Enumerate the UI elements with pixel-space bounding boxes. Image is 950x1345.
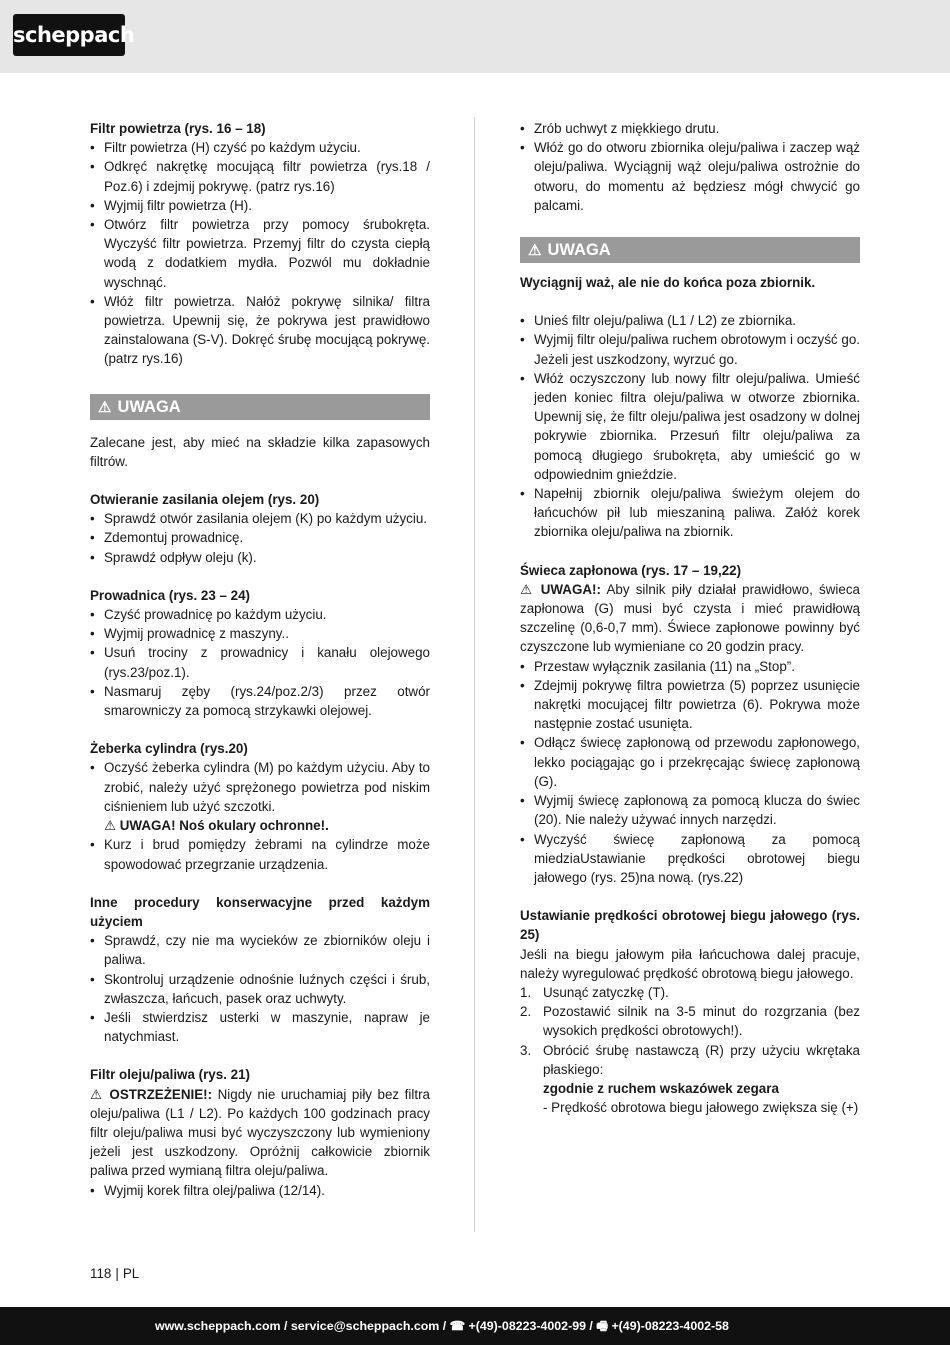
warning-label: UWAGA xyxy=(117,397,181,416)
list-item: • Otwórz filtr powietrza przy pomocy śrubokręta. Wyczyść filtr powietrza. Przemyj filtr do czysta ciepłą wodą z dodatkiem mydła. Pozwól mu dokładnie wyschnąć. xyxy=(90,215,430,292)
section-title-spark-plug: Świeca zapłonowa (rys. 17 – 19,22) xyxy=(520,562,742,578)
column-divider xyxy=(474,117,475,1232)
list-item: • Włóż oczyszczony lub nowy filtr oleju/paliwa. Umieść jeden koniec filtra oleju/paliwa w otworze zbiornika. Upewnij się, że filtr oleju/paliwa jest osadzony w dolnej pokrywie zbiornika. Przesuń filtr oleju/paliwa za pomocą długiego śrubokręta, aby umieścić go w odpowiednim gnieździe. xyxy=(520,369,860,484)
warning-triangle-icon: ⚠ xyxy=(98,398,112,416)
oil-feed-list xyxy=(90,509,430,567)
warning-label: UWAGA xyxy=(547,241,611,260)
warning-triangle-icon: ⚠ xyxy=(104,818,117,834)
list-item: • Jeśli stwierdzisz usterki w maszynie, napraw je natychmiast. xyxy=(90,1008,430,1046)
list-item: • Wyjmij filtr oleju/paliwa ruchem obrotowym i oczyść go. Jeżeli jest uszkodzony, wyrzuć go. xyxy=(520,330,860,368)
step-text: Pozostawić silnik na 3-5 minut do rozgrzania (bez wysokich prędkości obrotowych!). xyxy=(543,1004,860,1039)
cylinder-fins-list xyxy=(90,758,430,873)
list-item: • Wyjmij korek filtra olej/paliwa (12/14). xyxy=(90,1181,430,1200)
brand-logo: scheppach xyxy=(13,14,125,56)
spark-warning-text: Aby silnik piły działał prawidłowo, świeca zapłonowa (G) musi być czysta i mieć prawidłową szczelinę (0,6-0,7 mm). Świece zapłonowe powinny być czyszczone lub wymieniane co 20 godzin pracy. xyxy=(520,581,860,655)
page-number: 118 xyxy=(90,1266,112,1281)
left-column xyxy=(90,119,430,1200)
step-number: 1. xyxy=(520,984,532,1000)
list-item: • Wyjmij świecę zapłonową za pomocą klucza do świec (20). Nie należy używać innych narzędzi. xyxy=(520,791,860,829)
list-item: • Wyczyść świecę zapłonową za pomocą miedziaUstawianie prędkości obrotowej biegu jałowego (rys. 25)na nową. (rys.22) xyxy=(520,830,860,888)
idle-speed-text: Jeśli na biegu jałowym piła łańcuchowa dalej pracuje, należy wyregulować prędkość obrotową biegu jałowego. xyxy=(520,946,860,981)
inline-warning-text: UWAGA! Noś okulary ochronne!. xyxy=(119,818,329,834)
list-item: • Nasmaruj zęby (rys.24/poz.2/3) przez otwór smarowniczy za pomocą strzykawki olejowej. xyxy=(90,682,430,720)
page-footer: 118 | PL xyxy=(90,1266,140,1281)
section-title-cylinder-fins: Żeberka cylindra (rys.20) xyxy=(90,741,248,757)
list-item: • Zdemontuj prowadnicę. xyxy=(90,528,430,547)
list-item: • Sprawdź odpływ oleju (k). xyxy=(90,548,430,567)
list-item: • Kurz i brud pomiędzy żebrami na cylindrze może spowodować przegrzanie urządzenia. xyxy=(90,835,430,873)
warning-triangle-icon: ⚠ xyxy=(520,581,535,597)
top-bar xyxy=(0,0,950,73)
list-item: • Zrób uchwyt z miękkiego drutu. xyxy=(520,119,860,138)
step-text: Obrócić śrubę nastawczą (R) przy użyciu wkrętaka płaskiego: xyxy=(543,1042,860,1077)
list-item: • Filtr powietrza (H) czyść po każdym użyciu. xyxy=(90,138,430,157)
list-item: • Usuń trociny z prowadnicy i kanału olejowego (rys.23/poz.1). xyxy=(90,643,430,681)
warning-text: Wyciągnij waż, ale nie do końca poza zbiornik. xyxy=(520,275,816,291)
list-item: • Skontroluj urządzenie odnośnie luźnych części i śrub, zwłaszcza, łańcuch, pasek oraz uchwyty. xyxy=(90,970,430,1008)
list-item xyxy=(520,1041,860,1118)
warning-triangle-icon: ⚠ xyxy=(90,1086,104,1102)
oil-filter-warning-paragraph xyxy=(90,1085,430,1181)
warning-text: Zalecane jest, aby mieć na składzie kilka zapasowych filtrów. xyxy=(90,434,430,469)
list-item: • Czyść prowadnicę po każdym użyciu. xyxy=(90,605,430,624)
section-title-guide: Prowadnica (rys. 23 – 24) xyxy=(90,587,251,603)
warning-bar xyxy=(90,394,430,420)
spark-warning-label: UWAGA!: xyxy=(540,581,601,597)
section-title-oil-filter: Filtr oleju/paliwa (rys. 21) xyxy=(90,1067,250,1083)
air-filter-list xyxy=(90,138,430,368)
language-code: PL xyxy=(122,1266,140,1281)
other-procedures-list xyxy=(90,931,430,1046)
list-item: • Napełnij zbiornik oleju/paliwa świeżym olejem do łańcuchów pił lub mieszaniną paliwa. Załóż korek zbiornika oleju/paliwa na zbiornik. xyxy=(520,484,860,542)
section-title-other-procedures: Inne procedury konserwacyjne przed każdym użyciem xyxy=(90,894,430,929)
list-item: • Przestaw wyłącznik zasilania (11) na „Stop”. xyxy=(520,657,860,676)
step-note: - Prędkość obrotowa biegu jałowego zwiększa się (+) xyxy=(543,1100,859,1116)
oil-filter-steps-list xyxy=(520,311,860,541)
warning-bar xyxy=(520,237,860,263)
list-item: • Zdejmij pokrywę filtra powietrza (5) poprzez usunięcie nakrętki mocującej filtr powietrza (6). Pokrywa może następnie zostać usunięta. xyxy=(520,676,860,734)
wire-hook-list xyxy=(520,119,860,215)
spark-warning-paragraph xyxy=(520,580,860,657)
guide-list xyxy=(90,605,430,720)
list-item xyxy=(520,983,860,1002)
inline-warning xyxy=(104,818,329,833)
step-direction: zgodnie z ruchem wskazówek zegara xyxy=(543,1080,779,1096)
list-item: • Sprawdź, czy nie ma wycieków ze zbiorników oleju i paliwa. xyxy=(90,931,430,969)
list-item: • Wyjmij prowadnicę z maszyny.. xyxy=(90,624,430,643)
step-number: 3. xyxy=(520,1042,532,1058)
warning-triangle-icon: ⚠ xyxy=(528,242,542,260)
list-item: • Odłącz świecę zapłonową od przewodu zapłonowego, lekko pociągając go i przekręcając świecę zapłonową (G). xyxy=(520,733,860,791)
list-item: • Włóż go do otworu zbiornika oleju/paliwa i zaczep wąż oleju/paliwa. Wyciągnij wąż oleju/paliwa ostrożnie do otworu, do momentu aż będziesz mógł chwycić go palcami. xyxy=(520,138,860,215)
list-item xyxy=(520,1002,860,1040)
step-text: Usunąć zatyczkę (T). xyxy=(543,984,669,1000)
oil-filter-warning-label: OSTRZEŻENIE!: xyxy=(109,1086,213,1102)
contact-line: www.scheppach.com / service@scheppach.com / ☎ +(49)-08223-4002-99 / 🖷 +(49)-08223-4002-58 xyxy=(155,1319,729,1333)
oil-filter-list xyxy=(90,1181,430,1200)
list-item: • Włóż filtr powietrza. Nałóż pokrywę silnika/ filtra powietrza. Upewnij się, że pokrywa jest prawidłowo zainstalowana (S-V). Dokręć śrubę mocującą pokrywę. (patrz rys.16) xyxy=(90,292,430,369)
step-number: 2. xyxy=(520,1004,532,1020)
list-item: • Odkręć nakrętkę mocującą filtr powietrza (rys.18 / Poz.6) i zdejmij pokrywę. (patrz rys.16) xyxy=(90,157,430,195)
oil-filter-warning-text: Nigdy nie uruchamiaj piły bez filtra oleju/paliwa (L1 / L2). Po każdych 100 godzinach pracy filtr oleju/paliwa musi być wyczyszczony lub wymieniony jeżeli jest uszkodzony. Opróżnij całkowicie zbiornik paliwa przed wymianą filtra oleju/paliwa. xyxy=(90,1086,430,1179)
list-item: • Wyjmij filtr powietrza (H). xyxy=(90,196,430,215)
section-title-air-filter: Filtr powietrza (rys. 16 – 18) xyxy=(90,121,266,136)
section-title-idle-speed: Ustawianie prędkości obrotowej biegu jałowego (rys. 25) xyxy=(520,908,860,943)
right-column xyxy=(520,119,860,1117)
contact-bar xyxy=(0,1307,950,1345)
list-item xyxy=(90,758,430,835)
idle-speed-steps xyxy=(520,983,860,1117)
section-title-oil-feed: Otwieranie zasilania olejem (rys. 20) xyxy=(90,492,320,508)
list-item: • Unieś filtr oleju/paliwa (L1 / L2) ze zbiornika. xyxy=(520,311,860,330)
list-item: • Sprawdź otwór zasilania olejem (K) po każdym użyciu. xyxy=(90,509,430,528)
list-item-text: Oczyść żeberka cylindra (M) po każdym użyciu. Aby to zrobić, należy użyć sprężonego powietrza pod niskim ciśnieniem lub użyć szczotki. xyxy=(104,760,430,814)
spark-plug-list xyxy=(520,657,860,887)
